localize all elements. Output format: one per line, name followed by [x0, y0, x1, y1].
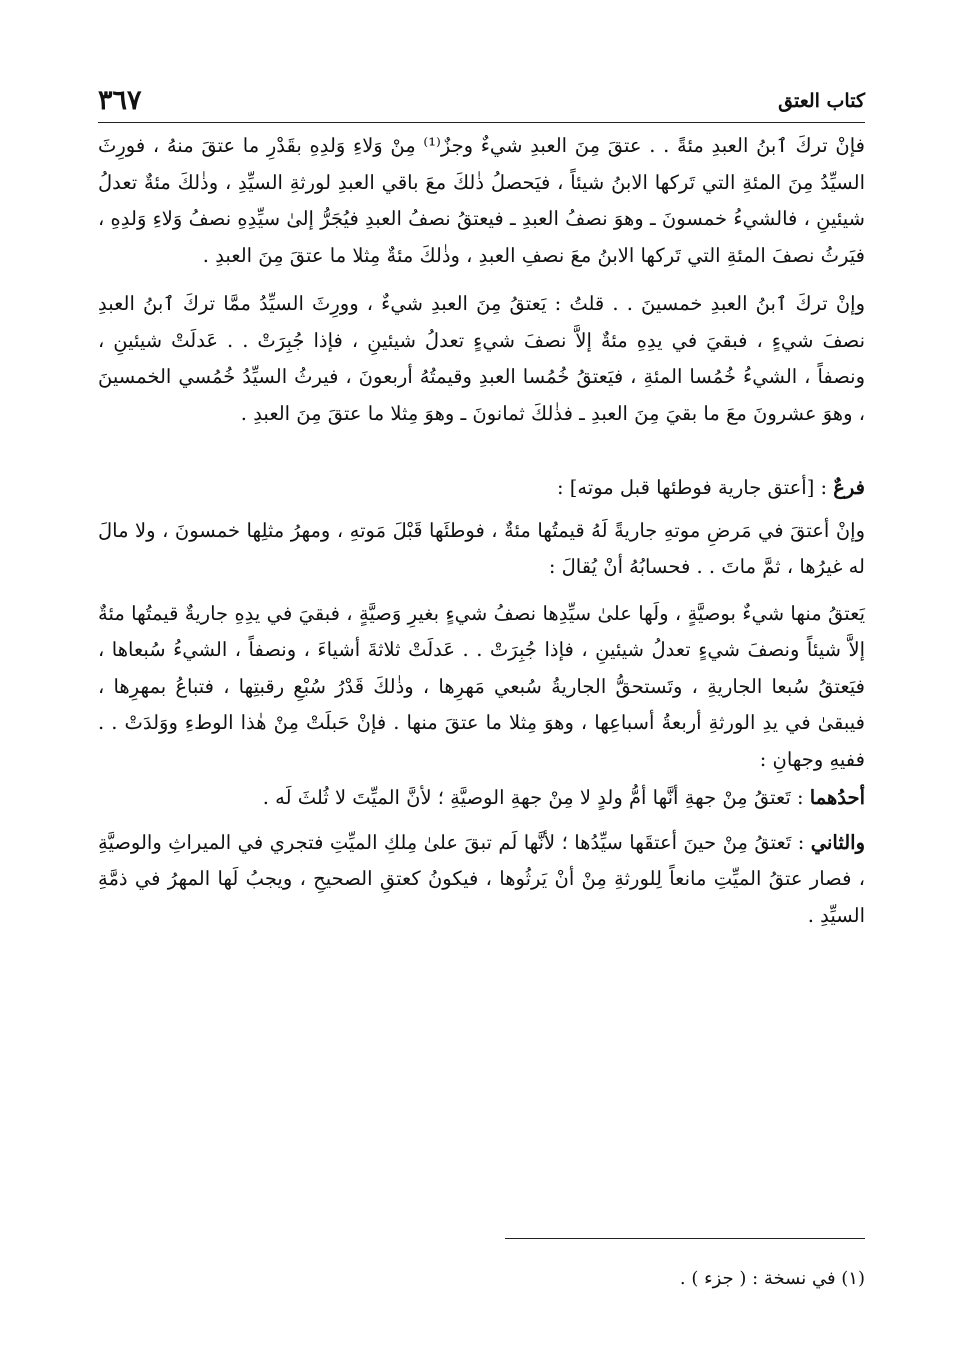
page-header [98, 72, 865, 118]
footnote-divider [505, 1238, 865, 1239]
paragraph-6-term: والثاني [810, 830, 865, 854]
paragraph-4: يَعتقُ منها شيءٌ بوصيَّةٍ ، ولَها علىٰ سيِّدِها نصفُ شيءٍ بغيرِ وَصيَّةٍ ، فبقيَ في يدِهِ جاريةٌ قيمتُها مئةٌ إلاَّ شيئاً ونصفَ شيءٍ تعدلُ شيئينِ ، فإذا جُبِرَتْ . . عَدلَتْ ثلاثةَ أشياءَ ، ونصفاً ، الشيءُ سُبعاها ، فيَعتقُ سُبعا الجاريةِ ، وتَستحقُّ الجاريةُ سُبعي مَهرِها ، وذٰلكَ قَدْرُ سُبْعِ رقبتِها ، فتباعُ بمهرِها ، فيبقىٰ في يدِ الورثةِ أربعةُ أسباعِها ، وهوَ مِثلا ما عتقَ منها . فإنْ حَبلَتْ مِنْ هٰذا الوطءِ ووَلدَتْ . . ففيهِ وجهانِ : [98, 601, 865, 771]
paragraph-5-text: : تَعتقُ مِنْ جهةِ أنَّها أمُّ ولدٍ لا مِنْ جهةِ الوصيَّةِ ؛ لأنَّ الميِّتَ لا ثُلثَ لَه . [262, 786, 810, 809]
paragraph-3: وإنْ أعتقَ في مَرضِ موتهِ جاريةً لَهُ قيمتُها مئةٌ ، فوطئَها قَبْلَ مَوتهِ ، ومهرُ مثلِها خمسونَ ، ولا مالَ له غيرُها ، ثمَّ ماتَ . . فحسابُهُ أنْ يُقالَ : [98, 518, 865, 578]
section-heading-term: فرعٌ [833, 476, 865, 499]
page-number: ٣٦٧ [98, 85, 142, 116]
paragraph-5-term: أحدُهما [809, 786, 865, 809]
paragraph-6-text: : تَعتقُ مِنْ حينَ أعتقَها سيِّدُها ؛ لأنَّها لَم تبقَ علىٰ مِلكِ الميِّتِ فتجري في الميراثِ والوصيَّةِ ، فصار عتقُ الميِّتِ مانعاً لِلورثةِ مِنْ أنْ يَرثُوها ، فيكونُ كعتقِ الصحيحِ ، ويجبُ لَها المهرُ في ذمَّةِ السيِّدِ . [98, 830, 865, 927]
paragraph-2: وإنْ تركَ ٱبنُ العبدِ خمسينَ . . قلتُ : يَعتقُ مِنَ العبدِ شيءٌ ، وورِثَ السيِّدُ ممَّا تركَ ٱبنُ العبدِ نصفَ شيءٍ ، فبقيَ في يدِهِ مئةٌ إلاَّ نصفَ شيءٍ تعدلُ شيئينِ ، فإذا جُبِرَتْ . . عَدلَتْ شيئينِ ، ونصفاً ، الشيءُ خُمُسا المئةِ ، فيَعتقُ خُمُسا العبدِ وقيمتُهُ أربعونَ ، فيرثُ السيِّدُ خُمُسي الخمسينَ ، وهوَ عشرونَ معَ ما بقيَ مِنَ العبدِ ـ فذٰلكَ ثمانونَ ـ وهوَ مِثلا ما عتقَ مِنَ العبدِ . [98, 292, 865, 425]
paragraph-6 [98, 825, 865, 935]
page-body [98, 128, 865, 934]
section-heading [98, 470, 865, 507]
header-divider [98, 122, 865, 123]
running-title: كتاب العتق [778, 90, 865, 112]
footnote: (١) في نسخة : ( جزء ) . [679, 1268, 865, 1289]
paragraph-5 [98, 780, 865, 817]
section-heading-title: : [أعتق جارية فوطئها قبل موته] : [556, 476, 834, 499]
paragraph-1: فإنْ تركَ ٱبنُ العبدِ مئةً . . عتقَ مِنَ العبدِ شيءٌ وجزٌ⁽¹⁾ مِنْ وَلاءِ وَلدِهِ بقَدْرِ ما عتقَ منهُ ، فورِثَ السيِّدُ مِنَ المئةِ التي تَركها الابنُ شيئاً ، فيَحصلُ ذٰلكَ معَ باقي العبدِ لورثةِ السيِّدِ ، وذٰلكَ مئةٌ تعدلُ شيئينِ ، فالشيءُ خمسونَ ـ وهوَ نصفُ العبدِ ـ فيعتقُ نصفُ العبدِ فيُجَرُّ إلىٰ سيِّدِهِ نصفُ وَلاءِ وَلدِهِ ، فيَرثُ نصفَ المئةِ التي تَركها الابنُ معَ نصفِ العبدِ ، وذٰلكَ مئةٌ مِثلا ما عتقَ مِنَ العبدِ . [98, 134, 865, 267]
